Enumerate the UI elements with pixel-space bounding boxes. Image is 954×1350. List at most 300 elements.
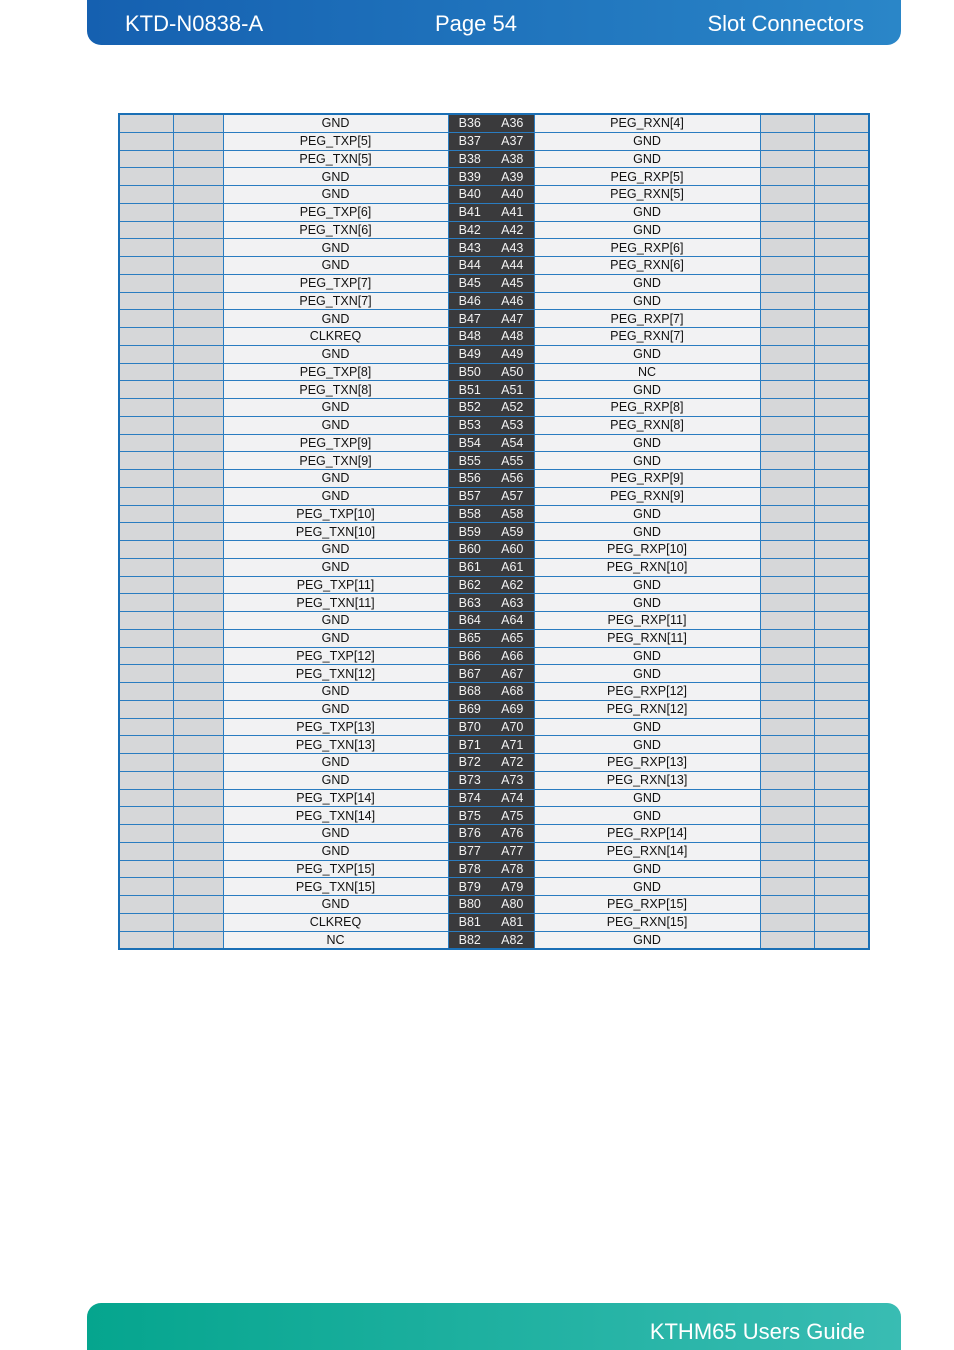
page-header bbox=[87, 0, 901, 45]
b-signal-cell: GND bbox=[223, 239, 448, 257]
empty-cell bbox=[760, 221, 814, 239]
empty-cell bbox=[760, 523, 814, 541]
table-row bbox=[119, 452, 869, 470]
a-signal-cell: GND bbox=[534, 132, 760, 150]
table-row bbox=[119, 878, 869, 896]
empty-cell bbox=[814, 470, 869, 488]
empty-cell bbox=[173, 363, 223, 381]
b-signal-cell: PEG_TXP[13] bbox=[223, 718, 448, 736]
b-signal-cell: GND bbox=[223, 754, 448, 772]
table-row bbox=[119, 612, 869, 630]
empty-cell bbox=[119, 558, 173, 576]
a-pin-cell: A62 bbox=[491, 576, 534, 594]
a-pin-cell: A81 bbox=[491, 913, 534, 931]
empty-cell bbox=[173, 931, 223, 949]
table-row bbox=[119, 896, 869, 914]
b-pin-cell: B69 bbox=[448, 700, 491, 718]
empty-cell bbox=[814, 558, 869, 576]
table-row bbox=[119, 150, 869, 168]
b-pin-cell: B45 bbox=[448, 274, 491, 292]
a-signal-cell: PEG_RXP[6] bbox=[534, 239, 760, 257]
table-row bbox=[119, 132, 869, 150]
empty-cell bbox=[760, 310, 814, 328]
empty-cell bbox=[119, 665, 173, 683]
a-signal-cell: GND bbox=[534, 203, 760, 221]
table-row bbox=[119, 505, 869, 523]
b-signal-cell: PEG_TXN[14] bbox=[223, 807, 448, 825]
a-signal-cell: GND bbox=[534, 381, 760, 399]
table-row bbox=[119, 576, 869, 594]
empty-cell bbox=[760, 754, 814, 772]
b-pin-cell: B48 bbox=[448, 328, 491, 346]
empty-cell bbox=[119, 221, 173, 239]
empty-cell bbox=[119, 594, 173, 612]
a-signal-cell: GND bbox=[534, 434, 760, 452]
empty-cell bbox=[173, 771, 223, 789]
page-number: Page 54 bbox=[435, 11, 517, 36]
b-signal-cell: PEG_TXN[13] bbox=[223, 736, 448, 754]
b-signal-cell: PEG_TXN[10] bbox=[223, 523, 448, 541]
b-pin-cell: B76 bbox=[448, 825, 491, 843]
a-pin-cell: A58 bbox=[491, 505, 534, 523]
empty-cell bbox=[173, 789, 223, 807]
empty-cell bbox=[173, 310, 223, 328]
table-row bbox=[119, 416, 869, 434]
a-signal-cell: PEG_RXN[4] bbox=[534, 114, 760, 132]
b-pin-cell: B66 bbox=[448, 647, 491, 665]
empty-cell bbox=[760, 647, 814, 665]
empty-cell bbox=[119, 647, 173, 665]
empty-cell bbox=[814, 168, 869, 186]
empty-cell bbox=[173, 896, 223, 914]
table-row bbox=[119, 931, 869, 949]
empty-cell bbox=[814, 328, 869, 346]
empty-cell bbox=[760, 612, 814, 630]
empty-cell bbox=[119, 381, 173, 399]
b-pin-cell: B42 bbox=[448, 221, 491, 239]
b-pin-cell: B68 bbox=[448, 683, 491, 701]
a-pin-cell: A47 bbox=[491, 310, 534, 328]
empty-cell bbox=[173, 683, 223, 701]
empty-cell bbox=[173, 399, 223, 417]
empty-cell bbox=[119, 132, 173, 150]
empty-cell bbox=[814, 576, 869, 594]
b-pin-cell: B67 bbox=[448, 665, 491, 683]
empty-cell bbox=[814, 612, 869, 630]
b-signal-cell: PEG_TXP[8] bbox=[223, 363, 448, 381]
b-pin-cell: B49 bbox=[448, 345, 491, 363]
table-row bbox=[119, 345, 869, 363]
empty-cell bbox=[760, 683, 814, 701]
empty-cell bbox=[814, 239, 869, 257]
table-row bbox=[119, 913, 869, 931]
a-pin-cell: A76 bbox=[491, 825, 534, 843]
table-row bbox=[119, 807, 869, 825]
table-row bbox=[119, 665, 869, 683]
table-row bbox=[119, 328, 869, 346]
empty-cell bbox=[760, 363, 814, 381]
empty-cell bbox=[760, 274, 814, 292]
empty-cell bbox=[173, 416, 223, 434]
empty-cell bbox=[173, 292, 223, 310]
b-pin-cell: B37 bbox=[448, 132, 491, 150]
b-pin-cell: B44 bbox=[448, 257, 491, 275]
empty-cell bbox=[173, 434, 223, 452]
a-signal-cell: PEG_RXN[6] bbox=[534, 257, 760, 275]
b-pin-cell: B40 bbox=[448, 186, 491, 204]
table-row bbox=[119, 239, 869, 257]
empty-cell bbox=[760, 505, 814, 523]
a-pin-cell: A41 bbox=[491, 203, 534, 221]
empty-cell bbox=[119, 736, 173, 754]
pinout-rows bbox=[119, 114, 869, 949]
table-row bbox=[119, 363, 869, 381]
empty-cell bbox=[119, 470, 173, 488]
table-row bbox=[119, 257, 869, 275]
empty-cell bbox=[814, 487, 869, 505]
document-id: KTD-N0838-A bbox=[125, 11, 264, 36]
empty-cell bbox=[119, 452, 173, 470]
empty-cell bbox=[119, 186, 173, 204]
empty-cell bbox=[173, 114, 223, 132]
b-signal-cell: PEG_TXN[6] bbox=[223, 221, 448, 239]
b-pin-cell: B56 bbox=[448, 470, 491, 488]
b-pin-cell: B80 bbox=[448, 896, 491, 914]
b-pin-cell: B39 bbox=[448, 168, 491, 186]
b-signal-cell: PEG_TXP[12] bbox=[223, 647, 448, 665]
a-signal-cell: GND bbox=[534, 150, 760, 168]
b-pin-cell: B62 bbox=[448, 576, 491, 594]
b-pin-cell: B79 bbox=[448, 878, 491, 896]
b-pin-cell: B52 bbox=[448, 399, 491, 417]
table-row bbox=[119, 754, 869, 772]
b-signal-cell: PEG_TXN[11] bbox=[223, 594, 448, 612]
a-signal-cell: PEG_RXN[13] bbox=[534, 771, 760, 789]
empty-cell bbox=[119, 150, 173, 168]
a-signal-cell: GND bbox=[534, 931, 760, 949]
a-pin-cell: A53 bbox=[491, 416, 534, 434]
empty-cell bbox=[760, 186, 814, 204]
empty-cell bbox=[173, 718, 223, 736]
table-row bbox=[119, 221, 869, 239]
empty-cell bbox=[119, 629, 173, 647]
b-pin-cell: B43 bbox=[448, 239, 491, 257]
a-signal-cell: PEG_RXP[10] bbox=[534, 541, 760, 559]
b-pin-cell: B73 bbox=[448, 771, 491, 789]
empty-cell bbox=[119, 274, 173, 292]
table-row bbox=[119, 487, 869, 505]
empty-cell bbox=[814, 274, 869, 292]
a-pin-cell: A56 bbox=[491, 470, 534, 488]
empty-cell bbox=[760, 292, 814, 310]
empty-cell bbox=[760, 470, 814, 488]
table-row bbox=[119, 558, 869, 576]
table-row bbox=[119, 168, 869, 186]
a-pin-cell: A66 bbox=[491, 647, 534, 665]
empty-cell bbox=[173, 594, 223, 612]
a-signal-cell: GND bbox=[534, 594, 760, 612]
b-pin-cell: B50 bbox=[448, 363, 491, 381]
table-row bbox=[119, 700, 869, 718]
a-pin-cell: A72 bbox=[491, 754, 534, 772]
empty-cell bbox=[760, 789, 814, 807]
empty-cell bbox=[173, 345, 223, 363]
empty-cell bbox=[119, 328, 173, 346]
empty-cell bbox=[760, 203, 814, 221]
a-pin-cell: A80 bbox=[491, 896, 534, 914]
table-row bbox=[119, 381, 869, 399]
b-signal-cell: PEG_TXP[14] bbox=[223, 789, 448, 807]
empty-cell bbox=[173, 274, 223, 292]
empty-cell bbox=[119, 416, 173, 434]
empty-cell bbox=[173, 221, 223, 239]
b-signal-cell: GND bbox=[223, 629, 448, 647]
table-row bbox=[119, 434, 869, 452]
empty-cell bbox=[760, 452, 814, 470]
empty-cell bbox=[814, 257, 869, 275]
b-pin-cell: B59 bbox=[448, 523, 491, 541]
empty-cell bbox=[119, 896, 173, 914]
a-pin-cell: A78 bbox=[491, 860, 534, 878]
a-pin-cell: A39 bbox=[491, 168, 534, 186]
b-signal-cell: NC bbox=[223, 931, 448, 949]
a-pin-cell: A67 bbox=[491, 665, 534, 683]
empty-cell bbox=[760, 328, 814, 346]
empty-cell bbox=[814, 807, 869, 825]
b-signal-cell: PEG_TXN[12] bbox=[223, 665, 448, 683]
empty-cell bbox=[814, 434, 869, 452]
a-pin-cell: A71 bbox=[491, 736, 534, 754]
empty-cell bbox=[814, 718, 869, 736]
a-pin-cell: A40 bbox=[491, 186, 534, 204]
empty-cell bbox=[760, 825, 814, 843]
b-signal-cell: GND bbox=[223, 842, 448, 860]
b-signal-cell: PEG_TXN[7] bbox=[223, 292, 448, 310]
empty-cell bbox=[760, 896, 814, 914]
a-pin-cell: A50 bbox=[491, 363, 534, 381]
empty-cell bbox=[173, 541, 223, 559]
a-pin-cell: A52 bbox=[491, 399, 534, 417]
empty-cell bbox=[119, 434, 173, 452]
empty-cell bbox=[119, 860, 173, 878]
a-signal-cell: PEG_RXN[5] bbox=[534, 186, 760, 204]
a-pin-cell: A73 bbox=[491, 771, 534, 789]
a-pin-cell: A63 bbox=[491, 594, 534, 612]
b-signal-cell: GND bbox=[223, 399, 448, 417]
b-signal-cell: PEG_TXP[6] bbox=[223, 203, 448, 221]
empty-cell bbox=[760, 700, 814, 718]
empty-cell bbox=[760, 558, 814, 576]
empty-cell bbox=[760, 594, 814, 612]
empty-cell bbox=[119, 363, 173, 381]
a-pin-cell: A82 bbox=[491, 931, 534, 949]
table-row bbox=[119, 310, 869, 328]
empty-cell bbox=[173, 150, 223, 168]
a-signal-cell: GND bbox=[534, 523, 760, 541]
empty-cell bbox=[173, 825, 223, 843]
b-signal-cell: PEG_TXP[9] bbox=[223, 434, 448, 452]
empty-cell bbox=[814, 842, 869, 860]
empty-cell bbox=[173, 576, 223, 594]
empty-cell bbox=[173, 239, 223, 257]
b-signal-cell: PEG_TXN[5] bbox=[223, 150, 448, 168]
b-pin-cell: B55 bbox=[448, 452, 491, 470]
a-pin-cell: A68 bbox=[491, 683, 534, 701]
table-row bbox=[119, 771, 869, 789]
table-row bbox=[119, 186, 869, 204]
empty-cell bbox=[173, 629, 223, 647]
a-pin-cell: A65 bbox=[491, 629, 534, 647]
b-signal-cell: PEG_TXP[11] bbox=[223, 576, 448, 594]
empty-cell bbox=[119, 825, 173, 843]
empty-cell bbox=[814, 665, 869, 683]
table-row bbox=[119, 292, 869, 310]
empty-cell bbox=[119, 541, 173, 559]
empty-cell bbox=[119, 345, 173, 363]
empty-cell bbox=[814, 114, 869, 132]
a-pin-cell: A69 bbox=[491, 700, 534, 718]
a-signal-cell: PEG_RXP[12] bbox=[534, 683, 760, 701]
a-pin-cell: A44 bbox=[491, 257, 534, 275]
b-signal-cell: PEG_TXP[7] bbox=[223, 274, 448, 292]
empty-cell bbox=[119, 789, 173, 807]
empty-cell bbox=[760, 150, 814, 168]
empty-cell bbox=[760, 629, 814, 647]
b-signal-cell: GND bbox=[223, 186, 448, 204]
empty-cell bbox=[760, 345, 814, 363]
empty-cell bbox=[814, 399, 869, 417]
b-signal-cell: GND bbox=[223, 487, 448, 505]
empty-cell bbox=[173, 452, 223, 470]
empty-cell bbox=[119, 718, 173, 736]
empty-cell bbox=[760, 665, 814, 683]
a-signal-cell: GND bbox=[534, 647, 760, 665]
a-signal-cell: GND bbox=[534, 789, 760, 807]
empty-cell bbox=[173, 186, 223, 204]
a-signal-cell: PEG_RXP[11] bbox=[534, 612, 760, 630]
empty-cell bbox=[173, 505, 223, 523]
b-pin-cell: B82 bbox=[448, 931, 491, 949]
b-pin-cell: B61 bbox=[448, 558, 491, 576]
empty-cell bbox=[119, 612, 173, 630]
b-signal-cell: PEG_TXN[15] bbox=[223, 878, 448, 896]
empty-cell bbox=[814, 452, 869, 470]
empty-cell bbox=[173, 257, 223, 275]
a-pin-cell: A36 bbox=[491, 114, 534, 132]
table-row bbox=[119, 629, 869, 647]
a-signal-cell: GND bbox=[534, 665, 760, 683]
empty-cell bbox=[760, 239, 814, 257]
empty-cell bbox=[119, 203, 173, 221]
a-signal-cell: PEG_RXN[10] bbox=[534, 558, 760, 576]
b-signal-cell: GND bbox=[223, 470, 448, 488]
empty-cell bbox=[173, 647, 223, 665]
a-pin-cell: A64 bbox=[491, 612, 534, 630]
empty-cell bbox=[173, 487, 223, 505]
empty-cell bbox=[173, 754, 223, 772]
empty-cell bbox=[814, 825, 869, 843]
empty-cell bbox=[760, 434, 814, 452]
empty-cell bbox=[119, 878, 173, 896]
a-signal-cell: PEG_RXN[14] bbox=[534, 842, 760, 860]
empty-cell bbox=[760, 718, 814, 736]
table-row bbox=[119, 470, 869, 488]
empty-cell bbox=[814, 345, 869, 363]
a-pin-cell: A60 bbox=[491, 541, 534, 559]
empty-cell bbox=[173, 665, 223, 683]
b-pin-cell: B41 bbox=[448, 203, 491, 221]
empty-cell bbox=[119, 310, 173, 328]
empty-cell bbox=[760, 860, 814, 878]
empty-cell bbox=[119, 754, 173, 772]
b-signal-cell: GND bbox=[223, 612, 448, 630]
b-pin-cell: B36 bbox=[448, 114, 491, 132]
a-pin-cell: A75 bbox=[491, 807, 534, 825]
a-pin-cell: A54 bbox=[491, 434, 534, 452]
a-pin-cell: A49 bbox=[491, 345, 534, 363]
empty-cell bbox=[173, 807, 223, 825]
a-pin-cell: A70 bbox=[491, 718, 534, 736]
empty-cell bbox=[814, 629, 869, 647]
empty-cell bbox=[760, 257, 814, 275]
empty-cell bbox=[814, 416, 869, 434]
empty-cell bbox=[119, 257, 173, 275]
b-pin-cell: B74 bbox=[448, 789, 491, 807]
a-pin-cell: A55 bbox=[491, 452, 534, 470]
empty-cell bbox=[173, 842, 223, 860]
a-signal-cell: PEG_RXP[14] bbox=[534, 825, 760, 843]
empty-cell bbox=[814, 363, 869, 381]
empty-cell bbox=[814, 541, 869, 559]
b-signal-cell: GND bbox=[223, 114, 448, 132]
b-signal-cell: GND bbox=[223, 310, 448, 328]
b-pin-cell: B63 bbox=[448, 594, 491, 612]
a-signal-cell: PEG_RXN[11] bbox=[534, 629, 760, 647]
empty-cell bbox=[814, 683, 869, 701]
a-pin-cell: A51 bbox=[491, 381, 534, 399]
b-pin-cell: B78 bbox=[448, 860, 491, 878]
b-signal-cell: GND bbox=[223, 896, 448, 914]
table-row bbox=[119, 541, 869, 559]
empty-cell bbox=[760, 913, 814, 931]
empty-cell bbox=[173, 523, 223, 541]
empty-cell bbox=[119, 114, 173, 132]
table-row bbox=[119, 647, 869, 665]
empty-cell bbox=[760, 132, 814, 150]
a-signal-cell: GND bbox=[534, 345, 760, 363]
a-signal-cell: PEG_RXN[9] bbox=[534, 487, 760, 505]
b-pin-cell: B58 bbox=[448, 505, 491, 523]
b-signal-cell: GND bbox=[223, 168, 448, 186]
table-row bbox=[119, 114, 869, 132]
b-signal-cell: GND bbox=[223, 416, 448, 434]
empty-cell bbox=[173, 328, 223, 346]
b-pin-cell: B65 bbox=[448, 629, 491, 647]
a-pin-cell: A43 bbox=[491, 239, 534, 257]
a-pin-cell: A37 bbox=[491, 132, 534, 150]
empty-cell bbox=[119, 913, 173, 931]
b-signal-cell: CLKREQ bbox=[223, 328, 448, 346]
a-signal-cell: PEG_RXN[15] bbox=[534, 913, 760, 931]
empty-cell bbox=[814, 505, 869, 523]
empty-cell bbox=[814, 860, 869, 878]
a-signal-cell: GND bbox=[534, 878, 760, 896]
empty-cell bbox=[814, 896, 869, 914]
empty-cell bbox=[814, 203, 869, 221]
b-pin-cell: B57 bbox=[448, 487, 491, 505]
table-row bbox=[119, 523, 869, 541]
a-signal-cell: NC bbox=[534, 363, 760, 381]
